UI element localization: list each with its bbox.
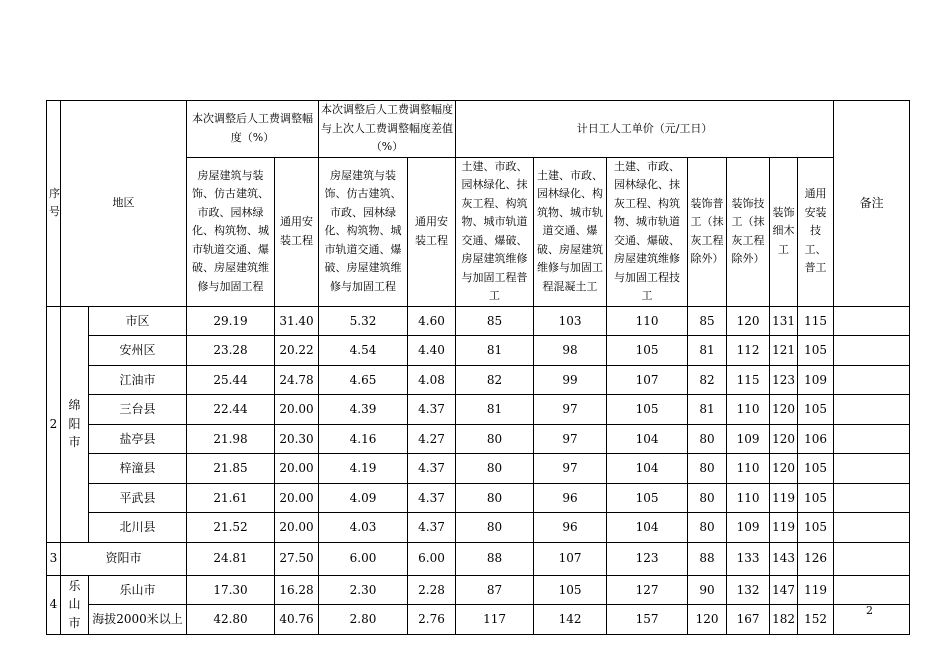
deco-carpenter-price-cell: 131 — [770, 306, 798, 336]
subheader-deco-tech: 装饰技工（抹灰工程除外） — [727, 157, 770, 306]
housing-adjust-cell: 22.44 — [187, 395, 275, 425]
technician-price-cell: 104 — [607, 513, 688, 543]
concrete-worker-price-cell: 98 — [534, 336, 607, 366]
deco-general-price-cell: 88 — [688, 542, 727, 575]
housing-adjust-cell: 21.61 — [187, 483, 275, 513]
install-worker-price-cell: 109 — [798, 365, 834, 395]
concrete-worker-price-cell: 105 — [534, 575, 607, 605]
remarks-cell — [834, 454, 910, 484]
deco-tech-price-cell: 133 — [727, 542, 770, 575]
install-worker-price-cell: 115 — [798, 306, 834, 336]
subheader-concrete-worker: 土建、市政、园林绿化、构筑物、城市轨道交通、爆破、房屋建筑维修与加固工程混凝土工 — [534, 157, 607, 306]
general-worker-price-cell: 85 — [456, 306, 534, 336]
technician-price-cell: 127 — [607, 575, 688, 605]
group-seq: 2 — [47, 306, 61, 542]
deco-carpenter-price-cell: 123 — [770, 365, 798, 395]
concrete-worker-price-cell: 97 — [534, 454, 607, 484]
area-name: 安州区 — [89, 336, 187, 366]
remarks-cell — [834, 306, 910, 336]
area-name: 北川县 — [89, 513, 187, 543]
housing-diff-cell: 4.09 — [319, 483, 408, 513]
deco-tech-price-cell: 110 — [727, 483, 770, 513]
table-row — [47, 336, 910, 366]
subheader-housing-diff: 房屋建筑与装饰、仿古建筑、市政、园林绿化、构筑物、城市轨道交通、爆破、房屋建筑维修与加固工程 — [319, 157, 408, 306]
area-name: 乐山市 — [89, 575, 187, 605]
header-remarks: 备注 — [834, 101, 910, 307]
general-worker-price-cell: 81 — [456, 336, 534, 366]
housing-adjust-cell: 17.30 — [187, 575, 275, 605]
deco-carpenter-price-cell: 120 — [770, 395, 798, 425]
install-diff-cell: 4.40 — [408, 336, 456, 366]
install-adjust-cell: 20.00 — [275, 454, 319, 484]
subheader-deco-carpenter: 装饰细木工 — [770, 157, 798, 306]
area-name: 盐亭县 — [89, 424, 187, 454]
area-name: 三台县 — [89, 395, 187, 425]
table-row — [47, 424, 910, 454]
install-diff-cell: 2.76 — [408, 605, 456, 635]
concrete-worker-price-cell: 99 — [534, 365, 607, 395]
deco-general-price-cell: 90 — [688, 575, 727, 605]
general-worker-price-cell: 87 — [456, 575, 534, 605]
technician-price-cell: 107 — [607, 365, 688, 395]
housing-diff-cell: 5.32 — [319, 306, 408, 336]
technician-price-cell: 104 — [607, 424, 688, 454]
general-worker-price-cell: 117 — [456, 605, 534, 635]
technician-price-cell: 104 — [607, 454, 688, 484]
install-adjust-cell: 40.76 — [275, 605, 319, 635]
deco-general-price-cell: 80 — [688, 513, 727, 543]
deco-tech-price-cell: 120 — [727, 306, 770, 336]
group-name: 乐山市 — [61, 575, 89, 634]
housing-diff-cell: 4.39 — [319, 395, 408, 425]
header-adjust-difference: 本次调整后人工费调整幅度与上次人工费调整幅度差值（%） — [319, 101, 456, 158]
deco-carpenter-price-cell: 119 — [770, 483, 798, 513]
area-name: 梓潼县 — [89, 454, 187, 484]
deco-carpenter-price-cell: 120 — [770, 424, 798, 454]
group-name: 绵阳市 — [61, 306, 89, 542]
area-name: 江油市 — [89, 365, 187, 395]
general-worker-price-cell: 82 — [456, 365, 534, 395]
area-name: 平武县 — [89, 483, 187, 513]
remarks-cell — [834, 483, 910, 513]
remarks-cell — [834, 365, 910, 395]
deco-general-price-cell: 81 — [688, 336, 727, 366]
subheader-install: 通用安装工程 — [275, 157, 319, 306]
housing-diff-cell: 4.03 — [319, 513, 408, 543]
install-diff-cell: 4.37 — [408, 513, 456, 543]
deco-general-price-cell: 120 — [688, 605, 727, 635]
concrete-worker-price-cell: 96 — [534, 483, 607, 513]
install-adjust-cell: 20.22 — [275, 336, 319, 366]
deco-general-price-cell: 85 — [688, 306, 727, 336]
group-seq: 3 — [47, 542, 61, 575]
subheader-technician: 土建、市政、园林绿化、抹灰工程、构筑物、城市轨道交通、爆破、房屋建筑维修与加固工程技工 — [607, 157, 688, 306]
technician-price-cell: 105 — [607, 336, 688, 366]
technician-price-cell: 110 — [607, 306, 688, 336]
housing-diff-cell: 4.54 — [319, 336, 408, 366]
deco-general-price-cell: 80 — [688, 454, 727, 484]
install-diff-cell: 4.60 — [408, 306, 456, 336]
deco-general-price-cell: 80 — [688, 424, 727, 454]
subheader-housing: 房屋建筑与装饰、仿古建筑、市政、园林绿化、构筑物、城市轨道交通、爆破、房屋建筑维修与加固工程 — [187, 157, 275, 306]
deco-tech-price-cell: 110 — [727, 395, 770, 425]
table-row — [47, 483, 910, 513]
general-worker-price-cell: 80 — [456, 424, 534, 454]
deco-carpenter-price-cell: 143 — [770, 542, 798, 575]
remarks-cell — [834, 513, 910, 543]
table-row — [47, 306, 910, 336]
install-worker-price-cell: 152 — [798, 605, 834, 635]
deco-general-price-cell: 82 — [688, 365, 727, 395]
housing-adjust-cell: 29.19 — [187, 306, 275, 336]
table-row — [47, 395, 910, 425]
deco-tech-price-cell: 115 — [727, 365, 770, 395]
concrete-worker-price-cell: 142 — [534, 605, 607, 635]
header-daily-wage: 计日工人工单价（元/工日） — [456, 101, 834, 158]
deco-tech-price-cell: 132 — [727, 575, 770, 605]
deco-tech-price-cell: 110 — [727, 454, 770, 484]
general-worker-price-cell: 80 — [456, 454, 534, 484]
technician-price-cell: 157 — [607, 605, 688, 635]
install-adjust-cell: 31.40 — [275, 306, 319, 336]
install-diff-cell: 4.27 — [408, 424, 456, 454]
deco-carpenter-price-cell: 147 — [770, 575, 798, 605]
install-worker-price-cell: 105 — [798, 513, 834, 543]
table-row — [47, 575, 910, 605]
housing-adjust-cell: 21.98 — [187, 424, 275, 454]
remarks-cell — [834, 575, 910, 605]
technician-price-cell: 105 — [607, 483, 688, 513]
general-worker-price-cell: 88 — [456, 542, 534, 575]
install-adjust-cell: 16.28 — [275, 575, 319, 605]
install-adjust-cell: 20.00 — [275, 513, 319, 543]
area-name: 海拔2000米以上 — [89, 605, 187, 635]
housing-diff-cell: 2.80 — [319, 605, 408, 635]
remarks-cell — [834, 395, 910, 425]
table-row — [47, 542, 910, 575]
table-row — [47, 365, 910, 395]
header-region: 地区 — [61, 101, 187, 307]
housing-adjust-cell: 23.28 — [187, 336, 275, 366]
install-adjust-cell: 27.50 — [275, 542, 319, 575]
table-row — [47, 454, 910, 484]
housing-diff-cell: 4.19 — [319, 454, 408, 484]
housing-adjust-cell: 24.81 — [187, 542, 275, 575]
concrete-worker-price-cell: 96 — [534, 513, 607, 543]
concrete-worker-price-cell: 97 — [534, 395, 607, 425]
install-adjust-cell: 24.78 — [275, 365, 319, 395]
header-seq: 序号 — [47, 101, 61, 307]
page-number: 2 — [866, 604, 873, 617]
remarks-cell — [834, 336, 910, 366]
housing-adjust-cell: 21.85 — [187, 454, 275, 484]
deco-general-price-cell: 80 — [688, 483, 727, 513]
housing-diff-cell: 4.16 — [319, 424, 408, 454]
concrete-worker-price-cell: 103 — [534, 306, 607, 336]
concrete-worker-price-cell: 97 — [534, 424, 607, 454]
group-seq: 4 — [47, 575, 61, 634]
deco-general-price-cell: 81 — [688, 395, 727, 425]
deco-carpenter-price-cell: 182 — [770, 605, 798, 635]
install-diff-cell: 6.00 — [408, 542, 456, 575]
subheader-deco-general: 装饰普工（抹灰工程除外） — [688, 157, 727, 306]
general-worker-price-cell: 80 — [456, 483, 534, 513]
area-name: 市区 — [89, 306, 187, 336]
install-adjust-cell: 20.30 — [275, 424, 319, 454]
install-diff-cell: 2.28 — [408, 575, 456, 605]
remarks-cell — [834, 424, 910, 454]
area-name: 资阳市 — [61, 542, 187, 575]
install-worker-price-cell: 105 — [798, 483, 834, 513]
install-diff-cell: 4.08 — [408, 365, 456, 395]
technician-price-cell: 123 — [607, 542, 688, 575]
install-diff-cell: 4.37 — [408, 454, 456, 484]
install-worker-price-cell: 119 — [798, 575, 834, 605]
deco-tech-price-cell: 112 — [727, 336, 770, 366]
subheader-install-workers: 通用安装技工、普工 — [798, 157, 834, 306]
housing-adjust-cell: 25.44 — [187, 365, 275, 395]
subheader-install-diff: 通用安装工程 — [408, 157, 456, 306]
install-diff-cell: 4.37 — [408, 483, 456, 513]
housing-diff-cell: 4.65 — [319, 365, 408, 395]
table-row — [47, 605, 910, 635]
install-worker-price-cell: 105 — [798, 395, 834, 425]
install-worker-price-cell: 106 — [798, 424, 834, 454]
install-worker-price-cell: 105 — [798, 336, 834, 366]
install-worker-price-cell: 105 — [798, 454, 834, 484]
technician-price-cell: 105 — [607, 395, 688, 425]
table-row — [47, 513, 910, 543]
housing-adjust-cell: 21.52 — [187, 513, 275, 543]
housing-diff-cell: 2.30 — [319, 575, 408, 605]
concrete-worker-price-cell: 107 — [534, 542, 607, 575]
housing-diff-cell: 6.00 — [319, 542, 408, 575]
general-worker-price-cell: 80 — [456, 513, 534, 543]
deco-carpenter-price-cell: 119 — [770, 513, 798, 543]
install-adjust-cell: 20.00 — [275, 395, 319, 425]
install-diff-cell: 4.37 — [408, 395, 456, 425]
deco-tech-price-cell: 109 — [727, 424, 770, 454]
install-worker-price-cell: 126 — [798, 542, 834, 575]
general-worker-price-cell: 81 — [456, 395, 534, 425]
header-adjust-percent: 本次调整后人工费调整幅度（%） — [187, 101, 319, 158]
subheader-general-worker: 土建、市政、园林绿化、抹灰工程、构筑物、城市轨道交通、爆破、房屋建筑维修与加固工程普工 — [456, 157, 534, 306]
housing-adjust-cell: 42.80 — [187, 605, 275, 635]
remarks-cell — [834, 542, 910, 575]
deco-tech-price-cell: 109 — [727, 513, 770, 543]
deco-carpenter-price-cell: 121 — [770, 336, 798, 366]
header-row-1 — [47, 101, 910, 158]
labor-rate-table — [46, 100, 910, 635]
install-adjust-cell: 20.00 — [275, 483, 319, 513]
deco-tech-price-cell: 167 — [727, 605, 770, 635]
deco-carpenter-price-cell: 120 — [770, 454, 798, 484]
